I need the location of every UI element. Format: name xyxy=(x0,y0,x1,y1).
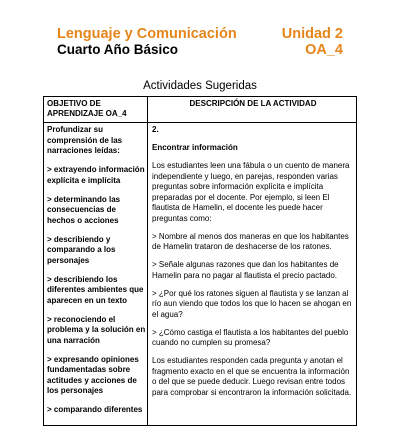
objective-item: > expresando opiniones fundamentadas sobre actitudes y acciones de los personajes xyxy=(47,354,139,395)
objective-item: > reconociendo el problema y la solución en una narración xyxy=(47,314,146,345)
activity-paragraph: Los estudiantes leen una fábula o un cuento de manera independiente y luego, en parejas, responden varias preguntas sobre información explícita e implícita preparadas por el docente. Por ejemplo, si leen El flautista de Hamelin, el docente les puede hacer preguntas como: xyxy=(152,161,350,223)
activity-paragraph: Los estudiantes responden cada pregunta y anotan el fragmento exacto en el que se encuentra la información o del que se puede deducir. Luego revisan entre todos para comprobar si encontraron la información solicitada. xyxy=(152,356,352,397)
header-divider xyxy=(44,122,356,123)
activity-description xyxy=(152,125,354,406)
activity-question: > ¿Cómo castiga el flautista a los habitantes del pueblo cuando no cumplen su promesa? xyxy=(152,327,349,347)
activity-column-header: DESCRIPCIÓN DE LA ACTIVIDAD xyxy=(189,99,317,108)
objective-intro: Profundizar su comprensión de las narraciones leídas: xyxy=(47,125,123,155)
objective-item: > describiendo los diferentes ambientes que aparecen en un texto xyxy=(47,274,144,305)
oa-label: OA_4 xyxy=(305,42,343,58)
activity-title: Encontrar información xyxy=(152,143,238,152)
unit-label: Unidad 2 xyxy=(281,26,343,42)
objectives-list xyxy=(47,125,146,424)
objective-item: > comparando diferentes xyxy=(47,405,143,414)
activity-question: > Señale algunas razones que dan los habitantes de Hamelin para no pagar al flautista el precio pactado. xyxy=(152,260,339,280)
objective-item: > extrayendo información explícita e implícita xyxy=(47,165,145,185)
activity-number: 2. xyxy=(152,125,159,134)
section-title: Actividades Sugeridas xyxy=(143,80,257,92)
activity-question: > Nombre al menos dos maneras en que los habitantes de Hamelin trataron de deshacerse de los ratones. xyxy=(152,231,349,251)
grade-title: Cuarto Año Básico xyxy=(57,42,179,57)
page-header xyxy=(57,26,343,60)
activities-table xyxy=(43,96,357,426)
subject-title: Lenguaje y Comunicación xyxy=(57,26,237,42)
objective-item: > describiendo y comparando a los personajes xyxy=(47,234,116,265)
objective-column-header: OBJETIVO DE APRENDIZAJE OA_4 xyxy=(47,99,127,118)
activity-question: > ¿Por qué los ratones siguen al flautista y se lanzan al río aun viendo que todos los que lo hacen se ahogan en el agua? xyxy=(152,288,352,319)
column-divider xyxy=(147,97,148,425)
objective-item: > determinando las consecuencias de hechos o acciones xyxy=(47,194,121,225)
